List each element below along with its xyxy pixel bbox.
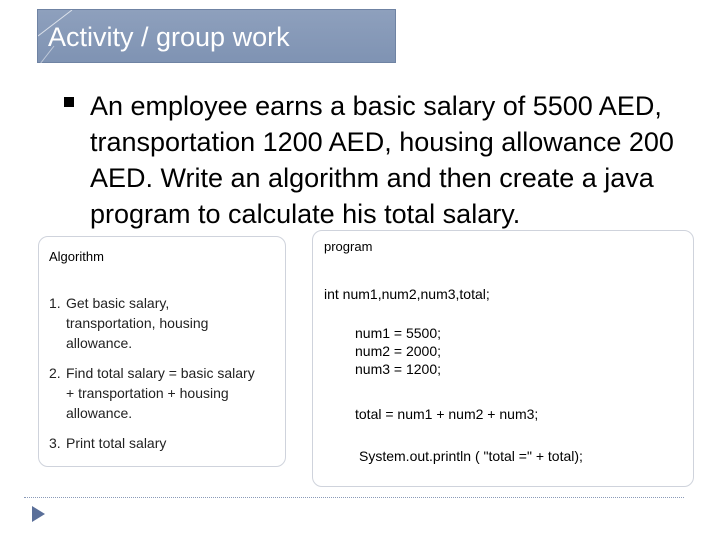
program-box — [312, 230, 694, 487]
algorithm-step — [49, 433, 256, 453]
algorithm-heading: Algorithm — [49, 249, 104, 264]
step-number: 1. — [49, 295, 61, 311]
play-triangle-icon[interactable] — [31, 505, 47, 523]
code-declaration: int num1,num2,num3,total; — [324, 286, 490, 302]
step-text: Find total salary = basic salary + transportation + housing allowance. — [66, 365, 255, 421]
code-sum: total = num1 + num2 + num3; — [355, 406, 539, 422]
task-description: An employee earns a basic salary of 5500 AED, transportation 1200 AED, housing allowance 200 AED. Write an algorithm and then create a java program to calculate his total salary. — [90, 91, 674, 229]
step-text: Get basic salary, transportation, housing allowance. — [66, 295, 209, 351]
step-number: 3. — [49, 435, 61, 451]
code-line: num3 = 1200; — [355, 361, 442, 377]
code-line: num2 = 2000; — [355, 343, 442, 359]
step-text: Print total salary — [66, 435, 167, 451]
algorithm-box — [38, 236, 286, 467]
slide-title-bar — [37, 9, 396, 63]
program-heading: program — [324, 239, 373, 254]
code-print: System.out.println ( "total =" + total); — [359, 448, 583, 464]
step-number: 2. — [49, 365, 61, 381]
algorithm-step — [49, 363, 266, 423]
footer-divider — [24, 497, 684, 498]
code-assignments — [355, 324, 441, 378]
square-bullet-icon — [64, 97, 74, 107]
code-line: num1 = 5500; — [355, 325, 442, 341]
slide-title: Activity / group work — [48, 22, 290, 52]
algorithm-step — [49, 293, 256, 353]
